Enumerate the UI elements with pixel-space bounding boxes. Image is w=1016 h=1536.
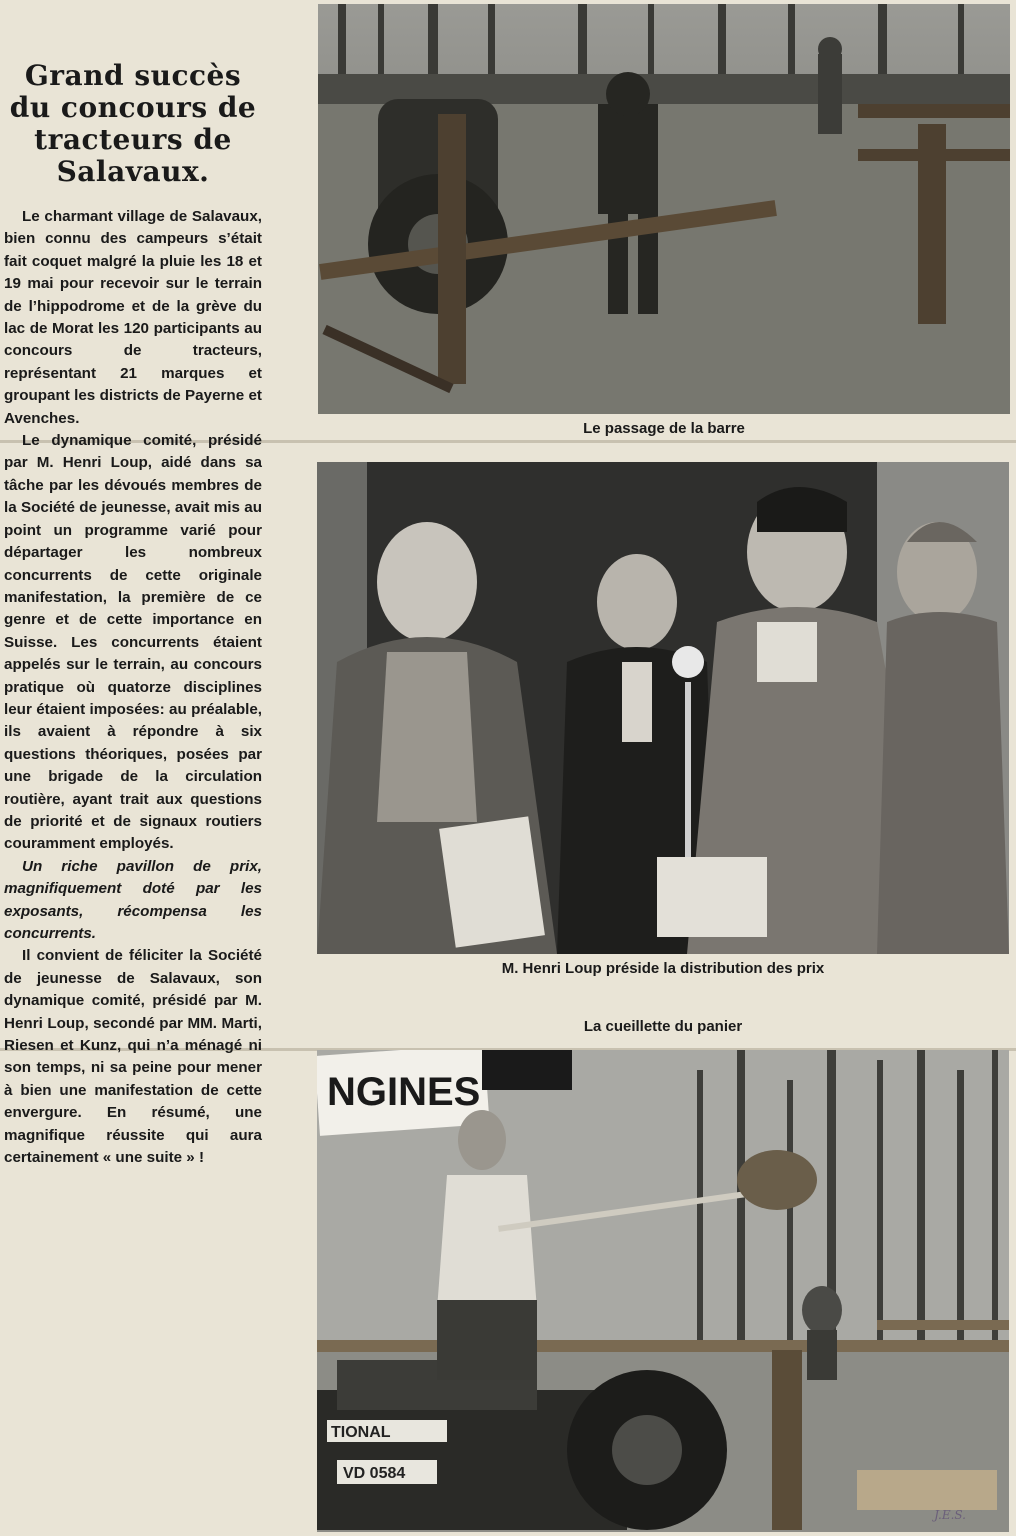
photo-bar-passage bbox=[318, 4, 1010, 414]
photo-basket-picking bbox=[317, 1050, 1009, 1532]
photo-caption: M. Henri Loup préside la distribution des prix bbox=[501, 960, 825, 977]
article-headline: Grand succès du concours de tracteurs de Salavaux. bbox=[9, 59, 257, 188]
photo-bar-passage-image bbox=[318, 4, 1010, 414]
tractor-brand-text: TIONAL bbox=[331, 1424, 391, 1441]
article-paragraph: Le charmant village de Salavaux, bien connu des campeurs s’était fait coquet malgré la pluie les 18 et 19 mai pour recevoir sur le terrain de l’hippodrome et de la grève du lac de Morat les 120 participants au concours de tracteurs, représentant 21 marques et groupant les districts de Payerne et Avenches. bbox=[4, 208, 262, 427]
article-paragraph: Il convient de féliciter la Société de jeunesse de Salavaux, son dynamique comité, présidé par M. Henri Loup, secondé par MM. Marti, Riesen et Kunz, qui n’a ménagé ni son temps, ni sa peine pour mener à bien une manifestation de cette envergure. En résumé, une magnifique réussite qui aura certainement « une suite » ! bbox=[4, 947, 262, 1167]
article-paragraph: Un riche pavillon de prix, magnifiquement doté par les exposants, récompensa les concurrents. bbox=[4, 857, 262, 942]
banner-sign-text: NGINES bbox=[327, 1070, 481, 1114]
signature: J.E.S. bbox=[934, 1508, 966, 1522]
article-paragraph: Le dynamique comité, présidé par M. Henri Loup, aidé dans sa tâche par les dévoués membres de la Société de jeunesse, avait mis au point un programme varié pour départager les nombreux concurrents de cette originale manifestation, la première de ce genre et de cette importance en Suisse. Les concurrents étaient appelés sur le terrain, au concours pratique où quatorze disciplines leur étaient imposées: au préalable, ils avaient à répondre à six questions théoriques, posées par une brigade de la circulation routière, ayant trait aux questions de priorité et de signaux routiers couramment employés. bbox=[4, 432, 262, 853]
photo-caption: La cueillette du panier bbox=[583, 1018, 743, 1035]
photo-prize-distribution-image bbox=[317, 462, 1009, 954]
article-text-column bbox=[4, 60, 262, 1169]
photo-basket-picking-image bbox=[317, 1050, 1009, 1532]
photo-caption: Le passage de la barre bbox=[583, 420, 745, 437]
photo-prize-distribution bbox=[317, 462, 1009, 954]
license-plate-text: VD 0584 bbox=[343, 1465, 406, 1482]
